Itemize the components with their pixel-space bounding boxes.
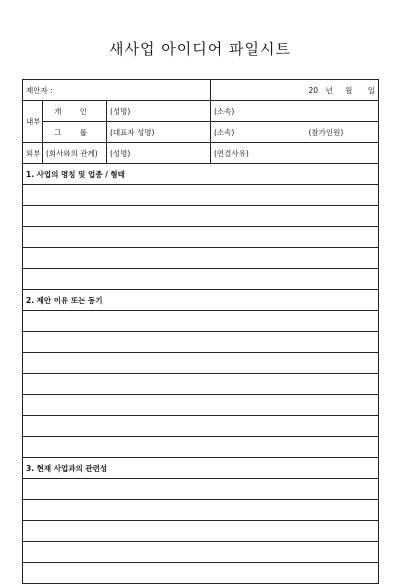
date-year-unit: 년 bbox=[325, 85, 333, 95]
section-1-line[interactable] bbox=[23, 185, 379, 206]
external-row bbox=[23, 143, 379, 164]
external-relation-label: (회사와의 관계) bbox=[43, 143, 107, 164]
group-row-label: 그 룹 bbox=[43, 122, 107, 143]
internal-group-label: 내부 bbox=[23, 101, 43, 143]
external-reason-field[interactable]: (연결사유) bbox=[211, 143, 379, 164]
group-row bbox=[23, 122, 379, 143]
section-heading-row bbox=[23, 458, 379, 479]
idea-form-table bbox=[22, 79, 379, 584]
date-year: 20 bbox=[308, 85, 319, 95]
group-rep-name-field[interactable]: (대표자 성명) bbox=[107, 122, 211, 143]
proposer-cell[interactable] bbox=[23, 80, 211, 101]
individual-row bbox=[23, 101, 379, 122]
date-cell[interactable] bbox=[306, 80, 379, 101]
section-heading-row bbox=[23, 290, 379, 311]
section-2-line[interactable] bbox=[23, 437, 379, 458]
section-3-line[interactable] bbox=[23, 479, 379, 500]
page-title: 새사업 아이디어 파일시트 bbox=[109, 40, 291, 58]
section-1-line[interactable] bbox=[23, 248, 379, 269]
section-heading-row bbox=[23, 164, 379, 185]
section-1-line[interactable] bbox=[23, 227, 379, 248]
individual-affiliation-field[interactable]: (소속) bbox=[211, 101, 379, 122]
date-month-unit: 월 bbox=[345, 85, 353, 95]
section-3-line[interactable] bbox=[23, 542, 379, 563]
proposer-spacer bbox=[211, 80, 306, 101]
section-2-line[interactable] bbox=[23, 374, 379, 395]
section-2-heading: 2. 제안 이유 또는 동기 bbox=[23, 290, 379, 311]
section-2-line[interactable] bbox=[23, 395, 379, 416]
external-name-field[interactable]: (성명) bbox=[107, 143, 211, 164]
section-1-heading: 1. 사업의 명칭 및 업종 / 형태 bbox=[23, 164, 379, 185]
date-day-unit: 일 bbox=[367, 85, 375, 95]
section-1-line[interactable] bbox=[23, 206, 379, 227]
section-3-line[interactable] bbox=[23, 500, 379, 521]
section-3-line[interactable] bbox=[23, 521, 379, 542]
group-participants-field[interactable]: (참가인원) bbox=[306, 122, 379, 143]
section-2-line[interactable] bbox=[23, 353, 379, 374]
individual-label: 개 인 bbox=[43, 101, 107, 122]
section-3-heading: 3. 현재 사업과의 관련성 bbox=[23, 458, 379, 479]
section-2-line[interactable] bbox=[23, 311, 379, 332]
group-affiliation-field[interactable]: (소속) bbox=[211, 122, 306, 143]
section-1-line[interactable] bbox=[23, 269, 379, 290]
external-label: 외부 bbox=[23, 143, 43, 164]
section-2-line[interactable] bbox=[23, 416, 379, 437]
section-3-line[interactable] bbox=[23, 563, 379, 584]
individual-name-field[interactable]: (성명) bbox=[107, 101, 211, 122]
proposer-row bbox=[23, 80, 379, 101]
section-2-line[interactable] bbox=[23, 332, 379, 353]
proposer-label: 제안자 : bbox=[26, 85, 53, 95]
